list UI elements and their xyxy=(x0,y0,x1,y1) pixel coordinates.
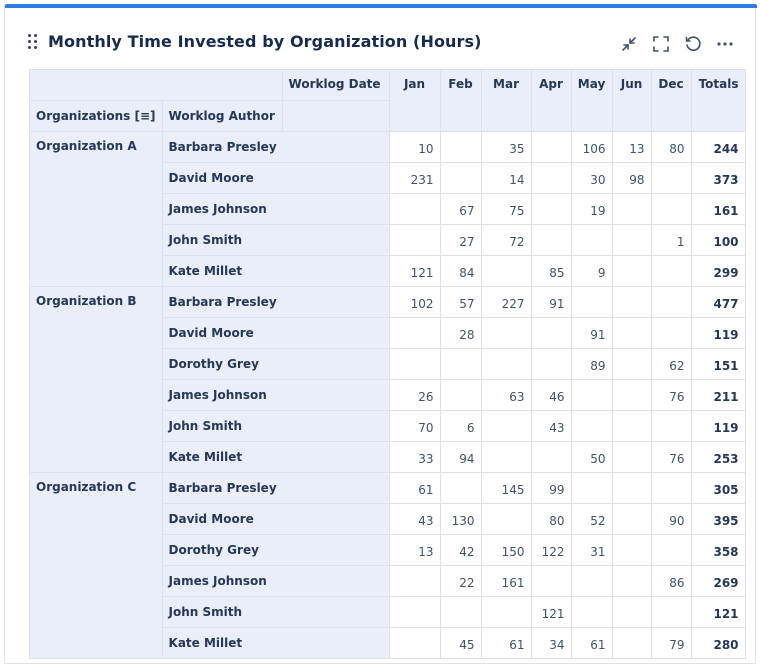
author-cell[interactable]: James Johnson xyxy=(162,566,389,597)
value-cell: 34 xyxy=(531,628,571,659)
row-total-cell: 305 xyxy=(691,473,745,504)
value-cell xyxy=(651,535,691,566)
row-total-cell: 119 xyxy=(691,318,745,349)
organization-cell[interactable]: Organization C xyxy=(30,473,163,659)
value-cell xyxy=(651,411,691,442)
row-total-cell: 161 xyxy=(691,194,745,225)
value-cell xyxy=(612,597,651,628)
author-cell[interactable]: Dorothy Grey xyxy=(162,349,389,380)
value-cell xyxy=(612,411,651,442)
row-total-cell: 119 xyxy=(691,411,745,442)
value-cell: 150 xyxy=(481,535,531,566)
value-cell xyxy=(571,597,612,628)
value-cell: 145 xyxy=(481,473,531,504)
value-cell xyxy=(651,318,691,349)
card-header xyxy=(5,8,757,64)
value-cell: 102 xyxy=(389,287,440,318)
value-cell: 9 xyxy=(571,256,612,287)
drag-handle-icon[interactable] xyxy=(28,34,40,50)
value-cell: 85 xyxy=(531,256,571,287)
value-cell xyxy=(612,194,651,225)
value-cell xyxy=(612,473,651,504)
value-cell xyxy=(531,194,571,225)
value-cell: 75 xyxy=(481,194,531,225)
value-cell: 89 xyxy=(571,349,612,380)
author-cell[interactable]: Kate Millet xyxy=(162,628,389,659)
author-cell[interactable]: David Moore xyxy=(162,504,389,535)
value-cell: 61 xyxy=(481,628,531,659)
value-cell: 13 xyxy=(612,132,651,163)
value-cell xyxy=(389,597,440,628)
value-cell: 26 xyxy=(389,380,440,411)
month-header-feb[interactable]: Feb xyxy=(440,70,481,132)
value-cell: 67 xyxy=(440,194,481,225)
value-cell xyxy=(571,225,612,256)
author-cell[interactable]: John Smith xyxy=(162,411,389,442)
value-cell xyxy=(481,349,531,380)
value-cell xyxy=(440,473,481,504)
author-cell[interactable]: John Smith xyxy=(162,225,389,256)
value-cell: 231 xyxy=(389,163,440,194)
value-cell: 27 xyxy=(440,225,481,256)
author-cell[interactable]: Kate Millet xyxy=(162,442,389,473)
corner-cell xyxy=(30,70,283,101)
value-cell: 91 xyxy=(531,287,571,318)
row-total-cell: 373 xyxy=(691,163,745,194)
value-cell: 50 xyxy=(571,442,612,473)
author-cell[interactable]: John Smith xyxy=(162,597,389,628)
value-cell xyxy=(440,380,481,411)
value-cell xyxy=(481,442,531,473)
more-icon[interactable] xyxy=(716,35,734,53)
value-cell: 1 xyxy=(651,225,691,256)
author-cell[interactable]: Barbara Presley xyxy=(162,287,389,318)
header-filler xyxy=(282,101,389,132)
row-total-cell: 211 xyxy=(691,380,745,411)
value-cell: 62 xyxy=(651,349,691,380)
value-cell xyxy=(531,566,571,597)
table-row xyxy=(30,473,746,504)
value-cell xyxy=(612,318,651,349)
value-cell: 86 xyxy=(651,566,691,597)
table-row xyxy=(30,287,746,318)
value-cell xyxy=(531,163,571,194)
value-cell xyxy=(481,504,531,535)
value-cell xyxy=(531,442,571,473)
worklog-date-header[interactable]: Worklog Date xyxy=(282,70,389,101)
author-cell[interactable]: David Moore xyxy=(162,163,389,194)
value-cell: 13 xyxy=(389,535,440,566)
page-title: Monthly Time Invested by Organization (Hours) xyxy=(48,32,482,51)
month-header-may[interactable]: May xyxy=(571,70,612,132)
value-cell: 52 xyxy=(571,504,612,535)
row-total-cell: 395 xyxy=(691,504,745,535)
fullscreen-icon[interactable] xyxy=(652,35,670,53)
value-cell xyxy=(531,318,571,349)
author-cell[interactable]: Barbara Presley xyxy=(162,132,389,163)
value-cell xyxy=(612,349,651,380)
totals-header[interactable]: Totals xyxy=(691,70,745,132)
value-cell: 10 xyxy=(389,132,440,163)
value-cell: 76 xyxy=(651,442,691,473)
row-total-cell: 299 xyxy=(691,256,745,287)
value-cell: 99 xyxy=(531,473,571,504)
refresh-icon[interactable] xyxy=(684,35,702,53)
value-cell xyxy=(571,411,612,442)
row-total-cell: 269 xyxy=(691,566,745,597)
value-cell xyxy=(531,349,571,380)
report-card xyxy=(4,4,756,664)
value-cell: 98 xyxy=(612,163,651,194)
value-cell: 94 xyxy=(440,442,481,473)
value-cell xyxy=(481,256,531,287)
value-cell: 22 xyxy=(440,566,481,597)
value-cell xyxy=(571,566,612,597)
value-cell: 121 xyxy=(389,256,440,287)
value-cell xyxy=(389,628,440,659)
value-cell: 33 xyxy=(389,442,440,473)
value-cell xyxy=(531,225,571,256)
value-cell: 84 xyxy=(440,256,481,287)
value-cell: 61 xyxy=(389,473,440,504)
table-row xyxy=(30,132,746,163)
value-cell: 14 xyxy=(481,163,531,194)
value-cell xyxy=(612,380,651,411)
row-total-cell: 244 xyxy=(691,132,745,163)
value-cell xyxy=(612,628,651,659)
value-cell xyxy=(389,194,440,225)
value-cell: 90 xyxy=(651,504,691,535)
value-cell: 46 xyxy=(531,380,571,411)
month-header-dec[interactable]: Dec xyxy=(651,70,691,132)
value-cell xyxy=(612,535,651,566)
row-total-cell: 151 xyxy=(691,349,745,380)
value-cell xyxy=(440,597,481,628)
value-cell: 35 xyxy=(481,132,531,163)
author-cell[interactable]: Dorothy Grey xyxy=(162,535,389,566)
row-total-cell: 100 xyxy=(691,225,745,256)
row-total-cell: 358 xyxy=(691,535,745,566)
value-cell xyxy=(389,566,440,597)
value-cell xyxy=(481,318,531,349)
author-cell[interactable]: James Johnson xyxy=(162,194,389,225)
value-cell xyxy=(612,225,651,256)
value-cell xyxy=(440,349,481,380)
value-cell: 76 xyxy=(651,380,691,411)
value-cell: 130 xyxy=(440,504,481,535)
value-cell xyxy=(651,256,691,287)
value-cell xyxy=(389,318,440,349)
value-cell xyxy=(440,163,481,194)
value-cell: 80 xyxy=(531,504,571,535)
row-total-cell: 121 xyxy=(691,597,745,628)
value-cell xyxy=(651,597,691,628)
value-cell xyxy=(389,225,440,256)
row-total-cell: 253 xyxy=(691,442,745,473)
value-cell xyxy=(571,287,612,318)
value-cell: 70 xyxy=(389,411,440,442)
value-cell: 61 xyxy=(571,628,612,659)
organization-cell[interactable]: Organization A xyxy=(30,132,163,287)
value-cell: 106 xyxy=(571,132,612,163)
value-cell: 43 xyxy=(531,411,571,442)
organizations-header[interactable]: Organizations [≡] xyxy=(30,101,163,132)
collapse-icon[interactable] xyxy=(620,35,638,53)
author-cell[interactable]: David Moore xyxy=(162,318,389,349)
value-cell xyxy=(481,411,531,442)
value-cell xyxy=(651,287,691,318)
value-cell: 42 xyxy=(440,535,481,566)
value-cell xyxy=(612,287,651,318)
value-cell: 6 xyxy=(440,411,481,442)
value-cell: 45 xyxy=(440,628,481,659)
author-cell[interactable]: Barbara Presley xyxy=(162,473,389,504)
worklog-author-header[interactable]: Worklog Author xyxy=(162,101,282,132)
value-cell xyxy=(571,473,612,504)
organization-cell[interactable]: Organization B xyxy=(30,287,163,473)
value-cell: 122 xyxy=(531,535,571,566)
author-cell[interactable]: James Johnson xyxy=(162,380,389,411)
value-cell xyxy=(571,380,612,411)
value-cell: 161 xyxy=(481,566,531,597)
value-cell: 79 xyxy=(651,628,691,659)
value-cell xyxy=(651,194,691,225)
value-cell xyxy=(389,349,440,380)
row-total-cell: 280 xyxy=(691,628,745,659)
row-total-cell: 477 xyxy=(691,287,745,318)
value-cell: 80 xyxy=(651,132,691,163)
pivot-table xyxy=(29,69,746,659)
month-header-jan[interactable]: Jan xyxy=(389,70,440,132)
value-cell: 121 xyxy=(531,597,571,628)
value-cell xyxy=(612,566,651,597)
value-cell: 63 xyxy=(481,380,531,411)
value-cell xyxy=(440,132,481,163)
value-cell: 91 xyxy=(571,318,612,349)
month-header-jun[interactable]: Jun xyxy=(612,70,651,132)
value-cell xyxy=(612,256,651,287)
value-cell: 30 xyxy=(571,163,612,194)
value-cell: 72 xyxy=(481,225,531,256)
month-header-mar[interactable]: Mar xyxy=(481,70,531,132)
value-cell: 19 xyxy=(571,194,612,225)
value-cell: 31 xyxy=(571,535,612,566)
value-cell xyxy=(531,132,571,163)
value-cell xyxy=(612,442,651,473)
value-cell xyxy=(481,597,531,628)
author-cell[interactable]: Kate Millet xyxy=(162,256,389,287)
value-cell xyxy=(612,504,651,535)
month-header-apr[interactable]: Apr xyxy=(531,70,571,132)
value-cell: 57 xyxy=(440,287,481,318)
value-cell: 227 xyxy=(481,287,531,318)
value-cell: 28 xyxy=(440,318,481,349)
value-cell xyxy=(651,473,691,504)
value-cell: 43 xyxy=(389,504,440,535)
value-cell xyxy=(651,163,691,194)
